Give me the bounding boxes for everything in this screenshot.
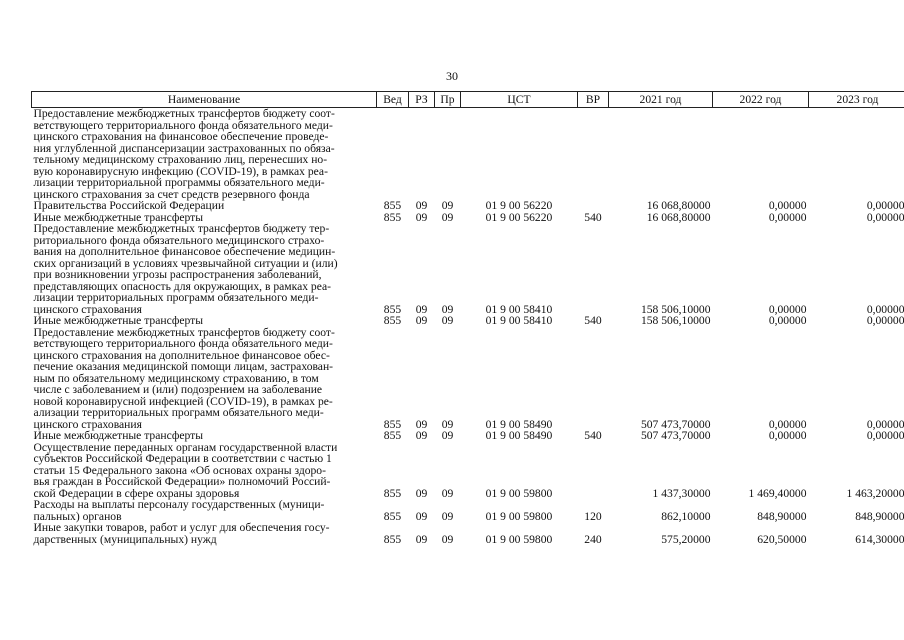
cell-rz: 09 — [415, 302, 428, 316]
cell-name — [32, 430, 377, 442]
name-line: дарственных (муниципальных) нужд — [33, 532, 217, 546]
table-row — [32, 315, 904, 327]
cell-pr: 09 — [441, 417, 454, 431]
header-cst: ЦСТ — [461, 92, 578, 108]
name-line: числе с заболеванием и (или) подозрением на заболевание — [33, 383, 323, 396]
cell-ved: 855 — [383, 417, 402, 431]
cell-2023: 0,00000 — [866, 429, 904, 442]
name-line: Иные межбюджетные трансферты — [33, 314, 204, 327]
header-vr: ВР — [578, 92, 609, 108]
budget-table — [31, 91, 904, 545]
header-ved: Вед — [377, 92, 409, 108]
cell-rz: 09 — [415, 486, 428, 500]
cell-rz: 09 — [415, 199, 428, 212]
header-pr: Пр — [435, 92, 461, 108]
cell-name — [32, 442, 377, 500]
name-line: при возникновении угрозы распространения заболеваний, — [33, 268, 322, 281]
cell-rz: 09 — [415, 509, 428, 523]
cell-2021: 507 473,70000 — [640, 429, 711, 442]
header-rz: РЗ — [409, 92, 435, 108]
name-line: вания на дополнительное финансовое обеспечение медицин- — [33, 245, 336, 258]
cell-2021: 575,20000 — [661, 532, 711, 546]
name-line: тельному медицинскому страхованию лиц, перенесших но- — [33, 153, 328, 166]
cell-pr: 09 — [441, 532, 454, 546]
cell-2023: 0,00000 — [866, 417, 904, 431]
cell-cst: 01 9 00 58490 — [485, 417, 553, 431]
cell-2021: 1 437,30000 — [652, 486, 711, 500]
name-line: ветствующего территориального фонда обязательного меди- — [33, 118, 333, 132]
name-line: новой коронавирусной инфекцией (COVID-19), в рамках ре- — [33, 394, 333, 408]
cell-2021: 16 068,80000 — [646, 210, 711, 224]
cell-ved: 855 — [383, 532, 402, 546]
cell-vr: 120 — [584, 509, 602, 523]
name-line: Иные закупки товаров, работ и услуг для обеспечения госу- — [33, 521, 330, 534]
cell-name — [32, 499, 377, 522]
cell-2022: 848,90000 — [757, 509, 807, 523]
cell-vr — [578, 327, 609, 431]
cell-cst: 01 9 00 58490 — [485, 429, 553, 442]
cell-2023: 0,00000 — [866, 314, 904, 327]
cell-2021: 16 068,80000 — [646, 199, 711, 212]
cell-ved: 855 — [383, 509, 402, 523]
cell-name — [32, 522, 377, 545]
name-line: ских организаций в условиях чрезвычайной ситуации и (или) — [33, 256, 338, 270]
cell-2023: 848,90000 — [855, 509, 904, 523]
cell-2021: 158 506,10000 — [640, 302, 711, 316]
cell-ved: 855 — [383, 302, 402, 316]
cell-vr — [578, 223, 609, 315]
cell-pr: 09 — [441, 199, 454, 212]
name-line: ветствующего территориального фонда обязательного меди- — [33, 337, 333, 350]
name-line: статьи 15 Федерального закона «Об основах охраны здоро- — [33, 463, 326, 477]
cell-2022: 0,00000 — [768, 417, 807, 431]
cell-rz: 09 — [415, 532, 428, 546]
table-row — [32, 430, 904, 442]
cell-pr: 09 — [441, 509, 454, 523]
name-line: цинского страхования за счет средств резервного фонда — [33, 187, 310, 201]
cell-pr: 09 — [441, 486, 454, 500]
name-line: Правительства Российской Федерации — [33, 199, 225, 212]
cell-2023: 1 463,20000 — [846, 486, 904, 500]
cell-pr: 09 — [441, 210, 454, 224]
cell-2021: 158 506,10000 — [640, 314, 711, 327]
cell-vr — [578, 108, 609, 212]
table-row — [32, 442, 904, 500]
cell-name — [32, 108, 377, 212]
name-line: цинского страхования на дополнительное финансовое обес- — [33, 348, 330, 362]
cell-cst: 01 9 00 58410 — [485, 302, 553, 316]
name-line: лизации территориальной программы обязательного меди- — [33, 176, 325, 189]
cell-2022: 1 469,40000 — [748, 486, 807, 500]
table-row — [32, 108, 904, 212]
cell-2023: 614,30000 — [855, 532, 904, 546]
name-line: цинского страхования — [33, 417, 142, 431]
cell-2023: 0,00000 — [866, 302, 904, 316]
table-row — [32, 522, 904, 545]
cell-cst: 01 9 00 59800 — [485, 486, 553, 500]
name-line: риториального фонда обязательного медицинского страхо- — [33, 233, 325, 247]
table-row — [32, 223, 904, 315]
cell-2022: 0,00000 — [768, 302, 807, 316]
cell-rz: 09 — [415, 314, 428, 327]
table-row — [32, 327, 904, 431]
cell-2022: 0,00000 — [768, 199, 807, 212]
cell-ved: 855 — [383, 429, 402, 442]
cell-ved: 855 — [383, 314, 402, 327]
table-body — [32, 108, 904, 546]
name-line: вую коронавирусную инфекцию (COVID-19), в рамках реа- — [33, 164, 328, 178]
cell-name — [32, 327, 377, 431]
name-line: цинского страхования на финансовое обеспечение проведе- — [33, 130, 329, 143]
header-name: Наименование — [32, 92, 377, 108]
header-2021: 2021 год — [609, 92, 713, 108]
name-line: ализации территориальных программ обязательного меди- — [33, 406, 324, 419]
name-line: ской Федерации в сфере охраны здоровья — [33, 486, 240, 500]
name-line: цинского страхования — [33, 302, 142, 316]
name-line: ным по обязательному медицинскому страхованию, в том — [33, 371, 319, 385]
cell-ved: 855 — [383, 199, 402, 212]
cell-rz: 09 — [415, 210, 428, 224]
cell-2023: 0,00000 — [866, 210, 904, 224]
cell-2021: 862,10000 — [661, 509, 711, 523]
name-line: лизации территориальных программ обязательного меди- — [33, 291, 319, 304]
cell-cst: 01 9 00 59800 — [485, 532, 553, 546]
cell-ved: 855 — [383, 210, 402, 224]
name-line: печение оказания медицинской помощи лицам, застрахован- — [33, 360, 334, 373]
cell-cst: 01 9 00 56220 — [485, 210, 553, 224]
cell-2022: 0,00000 — [768, 210, 807, 224]
name-line: ния углубленной диспансеризации застрахованных по обяза- — [33, 141, 335, 155]
name-line: Осуществление переданных органам государственной власти — [33, 440, 338, 454]
name-line: представляющих опасность для окружающих, в рамках реа- — [33, 279, 332, 293]
cell-cst: 01 9 00 59800 — [485, 509, 553, 523]
cell-pr: 09 — [441, 302, 454, 316]
cell-vr: 540 — [584, 314, 602, 327]
cell-rz: 09 — [415, 429, 428, 442]
name-line: субъектов Российской Федерации в соответствии с частью 1 — [33, 452, 332, 465]
cell-2022: 0,00000 — [768, 314, 807, 327]
name-line: Иные межбюджетные трансферты — [33, 210, 204, 224]
header-row — [32, 92, 904, 108]
cell-vr: 240 — [584, 532, 602, 546]
cell-name — [32, 223, 377, 315]
cell-pr: 09 — [441, 429, 454, 442]
name-line: Расходы на выплаты персоналу государственных (муници- — [33, 498, 325, 511]
cell-cst: 01 9 00 58410 — [485, 314, 553, 327]
cell-cst: 01 9 00 56220 — [485, 199, 553, 212]
cell-2022: 0,00000 — [768, 429, 807, 442]
cell-rz: 09 — [415, 417, 428, 431]
name-line: пальных) органов — [33, 509, 122, 523]
cell-2023: 0,00000 — [866, 199, 904, 212]
cell-2021: 507 473,70000 — [640, 417, 711, 431]
cell-ved: 855 — [383, 486, 402, 500]
name-line: вья граждан в Российской Федерации» полномочий Россий- — [33, 475, 331, 488]
name-line: Иные межбюджетные трансферты — [33, 429, 204, 442]
page-number: 30 — [446, 69, 458, 83]
cell-vr — [578, 442, 609, 500]
header-2022: 2022 год — [713, 92, 809, 108]
header-2023: 2023 год — [809, 92, 904, 108]
cell-vr: 540 — [584, 429, 602, 442]
cell-2022: 620,50000 — [757, 532, 807, 546]
cell-name — [32, 315, 377, 327]
name-line: Предоставление межбюджетных трансфертов бюджету соот- — [33, 107, 335, 120]
cell-pr: 09 — [441, 314, 454, 327]
name-line: Предоставление межбюджетных трансфертов бюджету тер- — [33, 222, 330, 235]
table-row — [32, 499, 904, 522]
cell-vr: 540 — [584, 210, 602, 224]
name-line: Предоставление межбюджетных трансфертов бюджету соот- — [33, 325, 335, 339]
